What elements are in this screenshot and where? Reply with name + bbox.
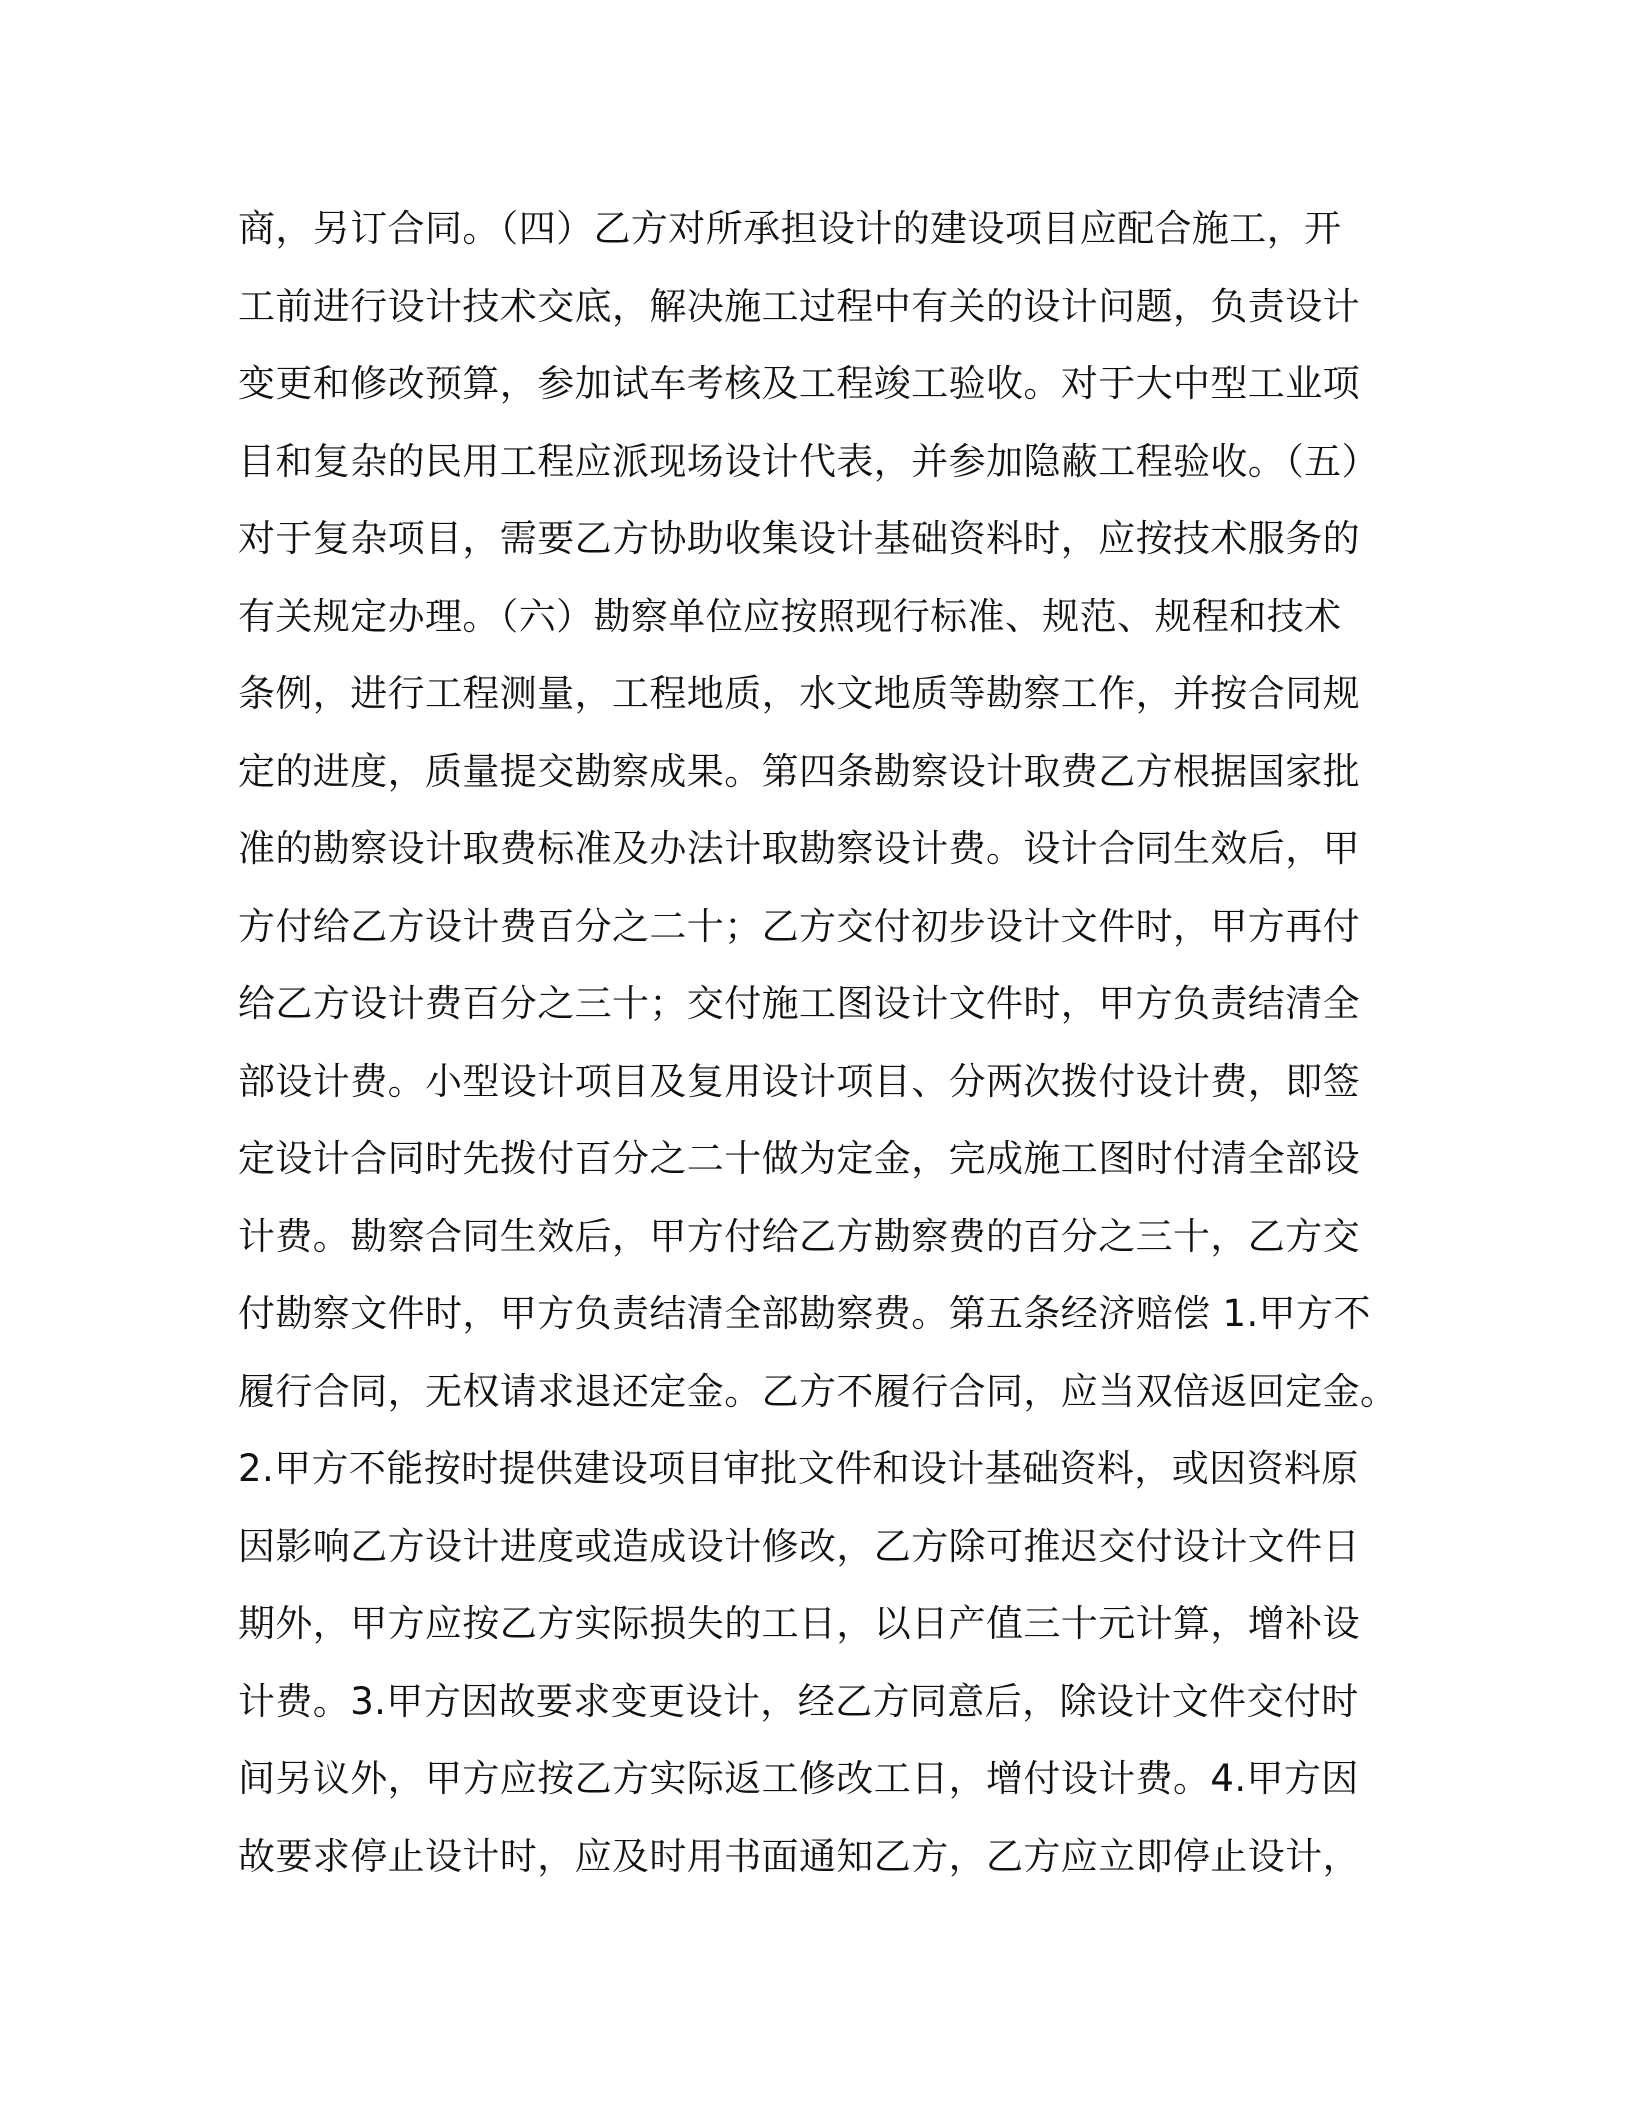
text-line: 部设计费。小型设计项目及复用设计项目、分两次拨付设计费，即签 (238, 1059, 1360, 1103)
contract-text-block (238, 190, 1398, 1895)
text-line: 故要求停止设计时，应及时用书面通知乙方，乙方应立即停止设计， (238, 1834, 1360, 1878)
text-line: 2.甲方不能按时提供建设项目审批文件和设计基础资料，或因资料原 (238, 1447, 1359, 1490)
text-line: 定的进度，质量提交勘察成果。第四条勘察设计取费乙方根据国家批 (238, 749, 1360, 793)
text-line: 定设计合同时先拨付百分之二十做为定金，完成施工图时付清全部设 (238, 1137, 1360, 1180)
text-line: 因影响乙方设计进度或造成设计修改，乙方除可推迟交付设计文件日 (238, 1524, 1360, 1568)
text-line: 履行合同，无权请求退还定金。乙方不履行合同，应当双倍返回定金。 (238, 1369, 1398, 1413)
text-line: 目和复杂的民用工程应派现场设计代表，并参加隐蔽工程验收。（五） (238, 439, 1379, 483)
text-line: 给乙方设计费百分之三十；交付施工图设计文件时，甲方负责结清全 (238, 982, 1360, 1025)
text-line: 方付给乙方设计费百分之二十；乙方交付初步设计文件时，甲方再付 (238, 904, 1360, 948)
text-line: 变更和修改预算，参加试车考核及工程竣工验收。对于大中型工业项 (238, 362, 1360, 405)
text-line: 计费。3.甲方因故要求变更设计，经乙方同意后，除设计文件交付时 (238, 1679, 1359, 1723)
text-line: 工前进行设计技术交底，解决施工过程中有关的设计问题，负责设计 (238, 284, 1360, 328)
text-line: 有关规定办理。（六）勘察单位应按照现行标准、规范、规程和技术 (238, 594, 1342, 638)
text-line: 期外，甲方应按乙方实际损失的工日，以日产值三十元计算，增补设 (238, 1602, 1360, 1645)
text-line: 条例，进行工程测量，工程地质，水文地质等勘察工作，并按合同规 (238, 672, 1360, 715)
text-line: 商，另订合同。（四）乙方对所承担设计的建设项目应配合施工，开 (238, 207, 1342, 250)
text-line: 间另议外，甲方应按乙方实际返工修改工日，增付设计费。4.甲方因 (238, 1757, 1359, 1800)
text-line: 对于复杂项目，需要乙方协助收集设计基础资料时，应按技术服务的 (238, 517, 1360, 560)
text-line: 计费。勘察合同生效后，甲方付给乙方勘察费的百分之三十，乙方交 (238, 1214, 1360, 1258)
text-line: 准的勘察设计取费标准及办法计取勘察设计费。设计合同生效后，甲 (238, 827, 1360, 870)
text-line: 付勘察文件时，甲方负责结清全部勘察费。第五条经济赔偿 1.甲方不 (238, 1292, 1371, 1335)
